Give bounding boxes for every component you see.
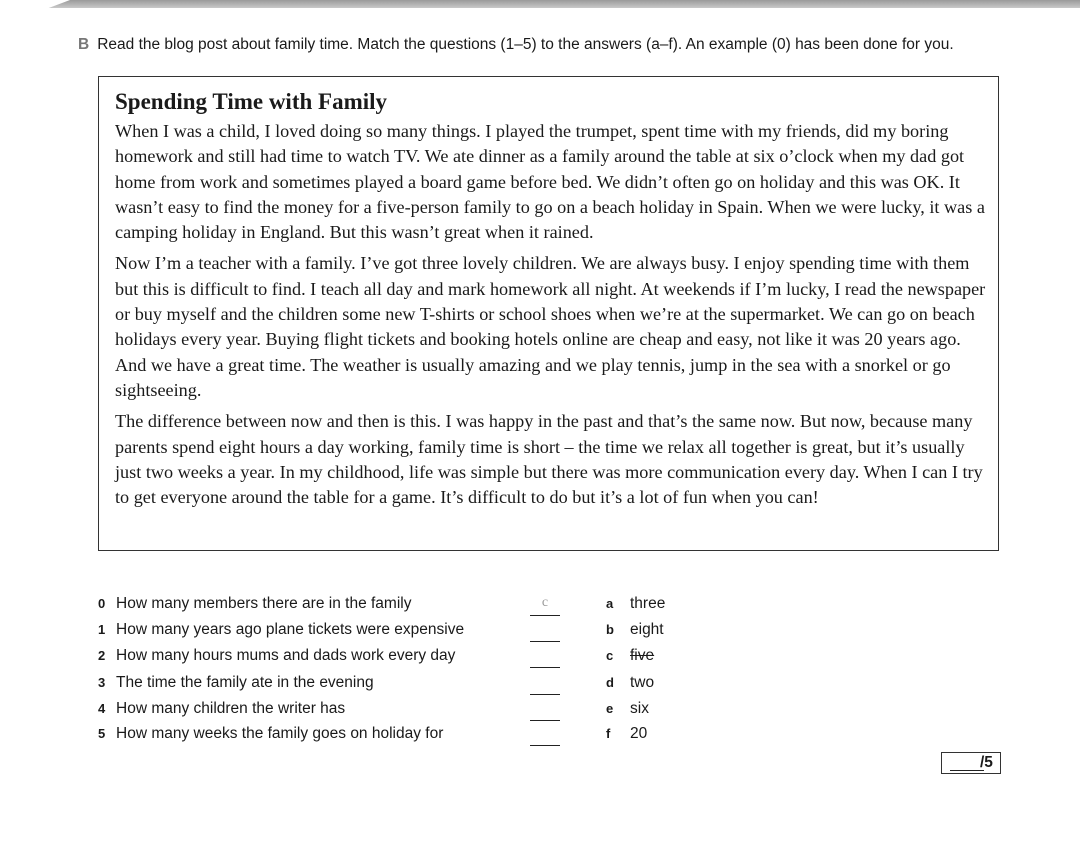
question-number: 2 [98, 648, 106, 663]
question-number: 0 [98, 596, 106, 611]
question-text: How many members there are in the family [116, 595, 412, 612]
answer-option-d [606, 674, 654, 698]
answer-blank-3[interactable] [530, 674, 560, 695]
answer-option-c [606, 647, 654, 671]
answer-blank-4[interactable] [530, 700, 560, 721]
answer-letter: a [606, 596, 614, 611]
answer-text: three [630, 595, 666, 612]
score-total: /5 [980, 754, 993, 771]
answer-letter: b [606, 622, 614, 637]
answer-option-a [606, 595, 665, 619]
blog-paragraph-2: Now I’m a teacher with a family. I’ve got three lovely children. We are always busy. I enjoy spending time with them but this is difficult to find. I teach all day and mark homework all night. At weekends if I’m lucky, I read the newspaper or buy myself and the children some new T-shirts or school shoes when we’re at the supermarket. We can go on beach holidays every year. Buying flight tickets and booking hotels online are cheap and easy, not like it was 20 years ago. And we have a great time. The weather is usually amazing and we play tennis, jump in the sea with a snorkel or go sightseeing. [115, 253, 986, 400]
blog-post-title: Spending Time with Family [115, 89, 388, 114]
score-blank-line [950, 770, 984, 771]
exercise-letter: B [78, 36, 90, 53]
instructions-text: Read the blog post about family time. Match the questions (1–5) to the answers (a–f). An example (0) has been done for you. [97, 36, 954, 53]
question-text: How many years ago plane tickets were expensive [116, 621, 465, 638]
answer-blank-0[interactable]: c [530, 595, 560, 616]
blog-paragraph-1: When I was a child, I loved doing so many things. I played the trumpet, spent time with my friends, did my boring homework and still had time to watch TV. We ate dinner as a family around the table at six o’clock when my dad got home from work and sometimes played a board game before bed. We didn’t often go on holiday and this was OK. It wasn’t easy to find the money for a five-person family to go on a beach holiday in Spain. When we were lucky, it was a camping holiday in England. But this wasn’t great when it rained. [115, 121, 985, 243]
answer-option-f [606, 725, 647, 749]
question-row-3 [98, 674, 374, 698]
answer-blank-5[interactable] [530, 725, 560, 746]
question-number: 5 [98, 726, 106, 741]
question-text: How many weeks the family goes on holiday for [116, 725, 444, 742]
blog-post-box [98, 76, 999, 551]
question-text: How many hours mums and dads work every day [116, 647, 456, 664]
question-number: 4 [98, 701, 106, 716]
answer-blank-1[interactable] [530, 621, 560, 642]
score-box[interactable] [941, 752, 1001, 774]
blog-paragraph-3: The difference between now and then is this. I was happy in the past and that’s the same now. But now, because many parents spend eight hours a day working, family time is short – the time we relax all together is great, but it’s usually just two weeks a year. In my childhood, life was simple but there was more communication every day. When I can I try to get everyone around the table for a game. It’s difficult to do but it’s a lot of fun when you can! [115, 411, 983, 508]
answer-option-b [606, 621, 664, 645]
answer-text: six [630, 700, 649, 717]
question-row-0 [98, 595, 411, 619]
answer-text-struck: five [630, 647, 655, 664]
exercise-instructions [78, 36, 1068, 54]
answer-letter: f [606, 726, 611, 741]
question-row-1 [98, 621, 464, 645]
answer-letter: c [606, 648, 614, 663]
answer-letter: e [606, 701, 614, 716]
question-row-4 [98, 700, 345, 724]
answer-option-e [606, 700, 649, 724]
answer-letter: d [606, 675, 614, 690]
answer-blank-2[interactable] [530, 647, 560, 668]
question-number: 3 [98, 675, 106, 690]
question-text: The time the family ate in the evening [116, 674, 374, 691]
question-row-5 [98, 725, 443, 749]
question-text: How many children the writer has [116, 700, 346, 717]
answer-text: 20 [630, 725, 648, 742]
question-row-2 [98, 647, 455, 671]
answer-text: eight [630, 621, 664, 638]
question-number: 1 [98, 622, 106, 637]
answer-text: two [630, 674, 655, 691]
top-decorative-band [0, 0, 1080, 8]
